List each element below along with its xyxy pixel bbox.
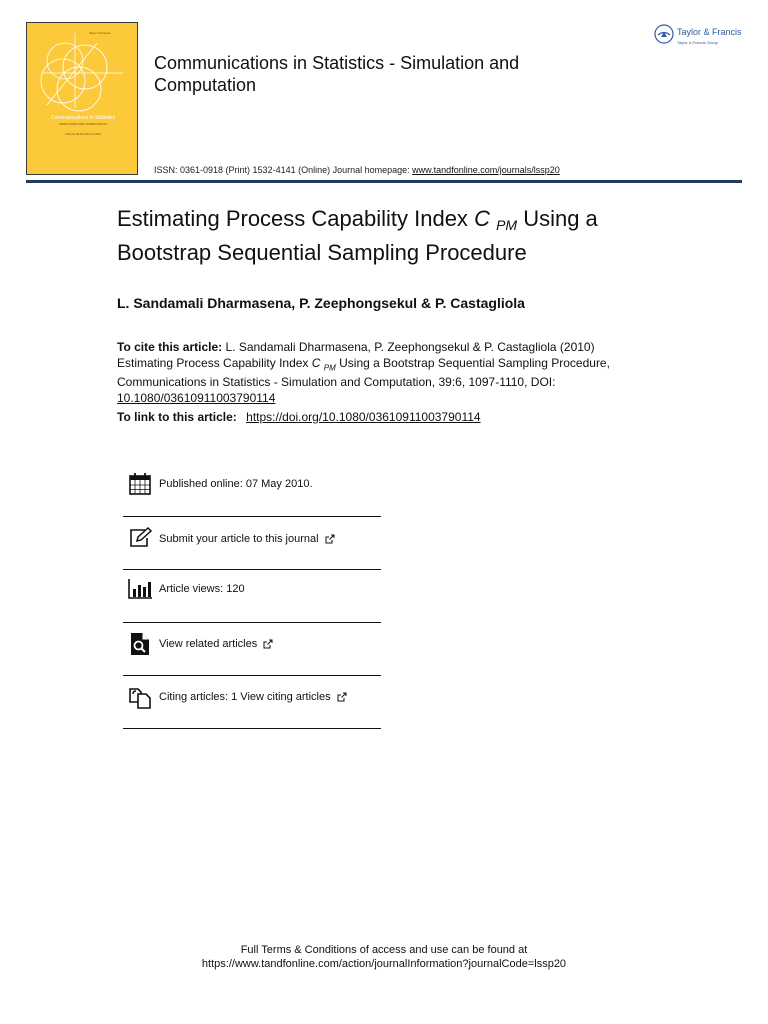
journal-homepage-link[interactable]: www.tandfonline.com/journals/lssp20 xyxy=(412,165,560,175)
divider xyxy=(123,675,381,676)
header-divider xyxy=(26,180,742,183)
citation-text-1: L. Sandamali Dharmasena, P. Zeephongsekul & P. Castagliola (2010) Estimating Process Capability Index xyxy=(117,340,595,370)
citing-articles-link[interactable] xyxy=(123,684,381,710)
submit-article-link[interactable] xyxy=(123,526,381,552)
article-views-count: Article views: 120 xyxy=(159,583,245,595)
related-articles-link[interactable] xyxy=(123,631,381,657)
citation-label: To cite this article: xyxy=(117,340,223,354)
publisher-logo-text: Taylor & Francis xyxy=(677,27,742,37)
publisher-logo-subtext: Taylor & Francis Group xyxy=(677,40,718,45)
cover-meta: Volume 39 Number 6 2010 xyxy=(65,132,101,136)
article-link-label: To link to this article: xyxy=(117,410,237,424)
edit-icon xyxy=(127,526,153,552)
citation-text-2: Using a Bootstrap Sequential Sampling Procedure, Communications in Statistics - Simulation and Computation, 39:6, 1097-1110, DOI: xyxy=(117,355,610,390)
citation-block xyxy=(117,340,647,406)
calendar-icon xyxy=(127,471,153,497)
cover-subtitle: SIMULATION AND COMPUTATION xyxy=(59,122,107,126)
terms-link[interactable]: https://www.tandfonline.com/action/journalInformation?journalCode=lssp20 xyxy=(201,958,567,970)
cover-graphic xyxy=(27,23,138,175)
citing-icon xyxy=(127,684,153,710)
terms-footer xyxy=(0,943,768,971)
divider xyxy=(123,516,381,517)
article-views-row xyxy=(123,576,381,602)
cover-title: Communications in Statistics xyxy=(51,115,115,121)
title-part2: Using a Bootstrap Sequential Sampling Procedure xyxy=(117,206,598,265)
divider xyxy=(123,569,381,570)
journal-cover-image[interactable] xyxy=(26,22,138,175)
citing-articles-label: Citing articles: 1 View citing articles xyxy=(159,691,331,703)
submit-article-label: Submit your article to this journal xyxy=(159,533,319,545)
article-link-line xyxy=(117,410,481,424)
divider xyxy=(123,622,381,623)
bar-chart-icon xyxy=(127,576,153,602)
search-document-icon xyxy=(127,631,153,657)
terms-line-1: Full Terms & Conditions of access and use can be found at xyxy=(240,944,528,956)
title-part1: Estimating Process Capability Index xyxy=(117,206,475,231)
published-date: Published online: 07 May 2010. xyxy=(159,478,313,490)
issn-line xyxy=(154,165,560,175)
publisher-logo[interactable] xyxy=(654,22,742,45)
title-subscript: PM xyxy=(496,217,518,233)
published-row xyxy=(123,471,381,497)
taylor-francis-logo-icon xyxy=(654,24,674,44)
external-link-icon xyxy=(263,639,273,649)
journal-title: Communications in Statistics - Simulation and Computation xyxy=(154,53,520,95)
citation-doi-link[interactable]: 10.1080/03610911003790114 xyxy=(117,390,276,405)
article-title xyxy=(117,205,677,267)
external-link-icon xyxy=(337,692,347,702)
article-authors: L. Sandamali Dharmasena, P. Zeephongsekul & P. Castagliola xyxy=(117,295,525,311)
citation-symbol: C xyxy=(311,355,321,370)
issn-text: ISSN: 0361-0918 (Print) 1532-4141 (Online) Journal homepage: xyxy=(154,165,410,175)
divider xyxy=(123,728,381,729)
related-articles-label: View related articles xyxy=(159,638,258,650)
title-symbol: C xyxy=(474,206,490,231)
external-link-icon xyxy=(325,534,335,544)
citation-subscript: PM xyxy=(323,362,336,372)
article-doi-link[interactable]: https://doi.org/10.1080/03610911003790114 xyxy=(246,410,481,424)
cover-publisher: Taylor & Francis xyxy=(89,31,111,35)
